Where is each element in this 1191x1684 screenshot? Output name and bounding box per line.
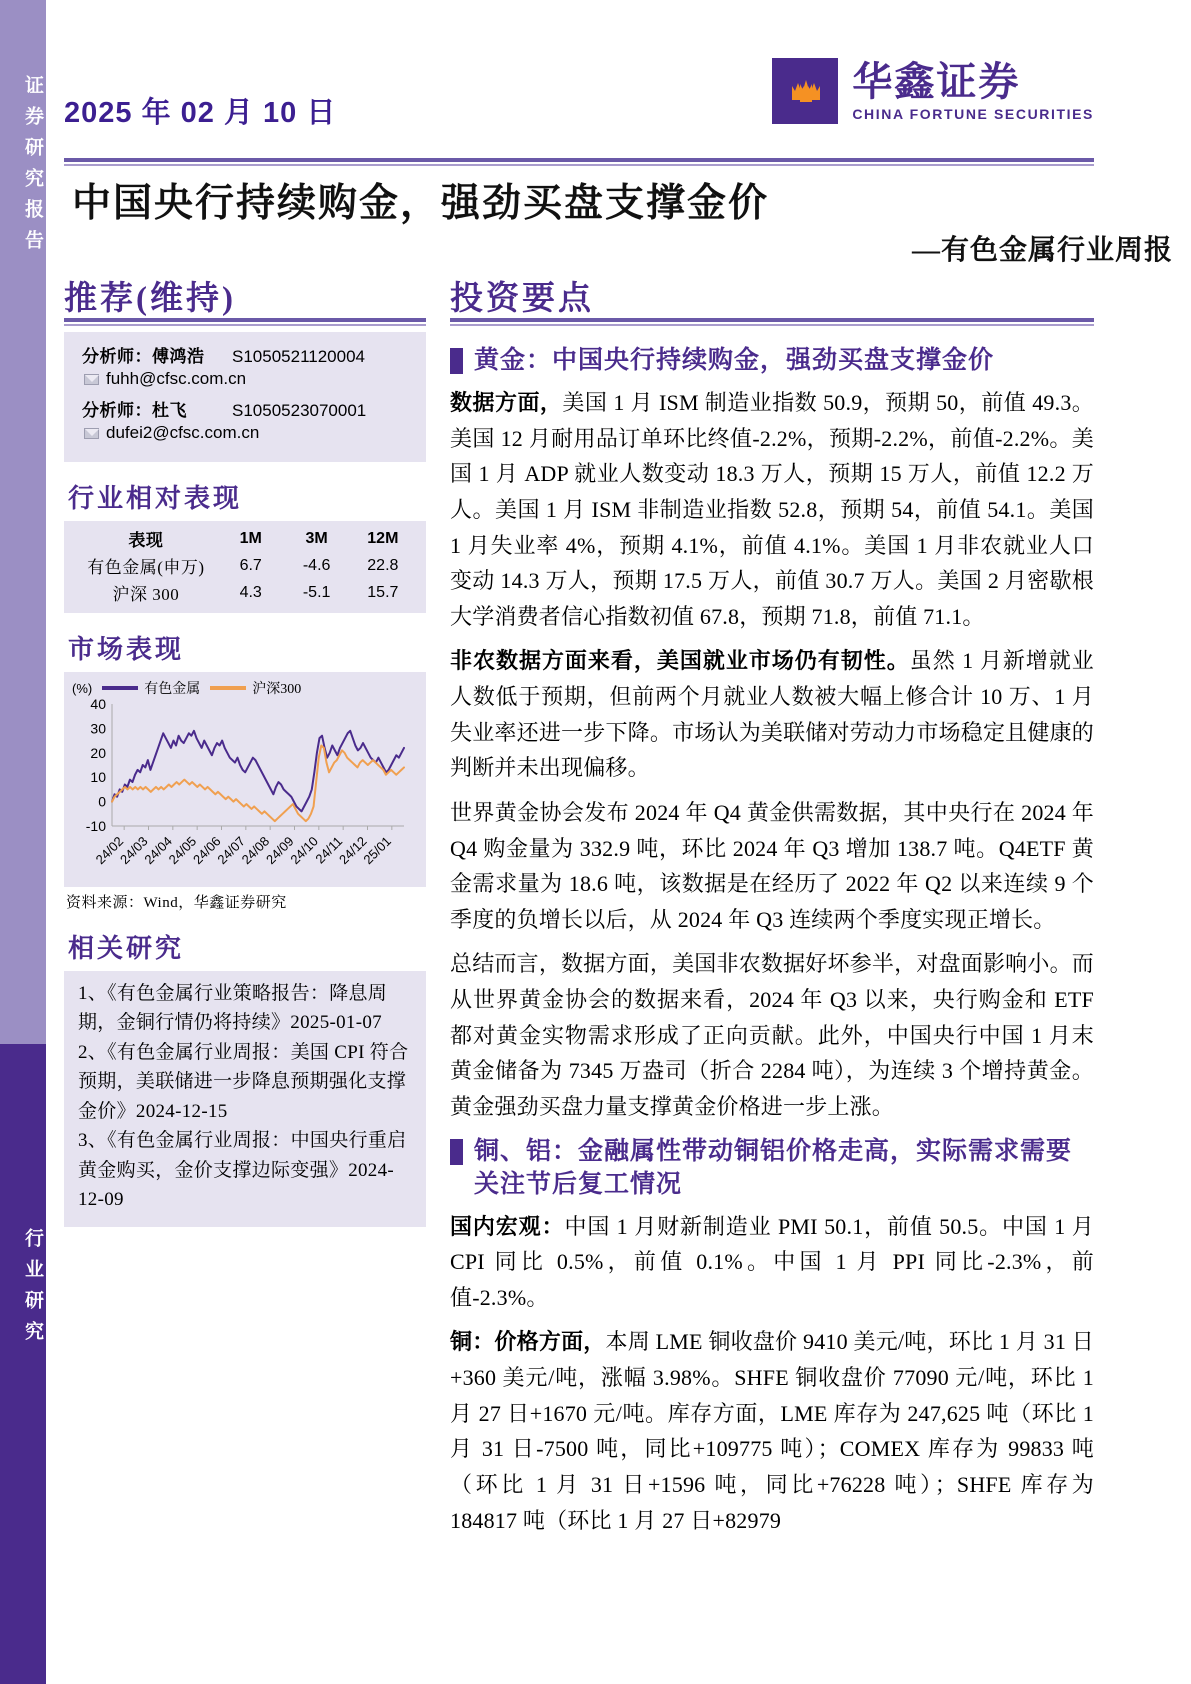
brand-name-cn: 华鑫证券 <box>852 58 1021 104</box>
paragraph-text: 中国 1 月财新制造业 PMI 50.1，前值 50.5。中国 1 月 CPI 同比 0.5%，前值 0.1%。中国 1 月 PPI 同比-2.3%，前值-2.3%。 <box>450 1213 1094 1310</box>
section-heading-copper-aluminum <box>450 1135 1094 1201</box>
analyst-email-text: fuhh@cfsc.com.cn <box>106 369 247 388</box>
paragraph <box>450 946 1094 1124</box>
related-research-box <box>64 971 426 1227</box>
table-row <box>74 579 416 606</box>
paragraph <box>450 795 1094 938</box>
page-subtitle: —有色金属行业周报 <box>911 235 1173 266</box>
performance-table <box>74 525 416 606</box>
investment-points-divider <box>450 318 1094 326</box>
bullet-square-icon <box>450 1139 463 1165</box>
legend-item-1 <box>210 678 301 698</box>
brand-text <box>852 58 1094 122</box>
list-item[interactable]: 2、《有色金属行业周报：美国 CPI 符合预期，美联储进一步降息预期强化支撑金价》2024-12-15 <box>78 1041 409 1122</box>
svg-text:10: 10 <box>90 769 106 786</box>
svg-text:24/11: 24/11 <box>312 833 346 867</box>
svg-text:40: 40 <box>90 698 106 712</box>
analyst-email[interactable] <box>84 423 418 443</box>
legend-label: 有色金属 <box>144 682 201 697</box>
svg-text:24/12: 24/12 <box>336 833 370 868</box>
market-performance-chart-box <box>64 672 426 887</box>
analyst-info-box <box>64 332 426 462</box>
paragraph-lead: 数据方面， <box>450 390 563 415</box>
legend-swatch <box>102 686 138 690</box>
list-item[interactable]: 1、《有色金属行业策略报告：降息周期，金铜行情仍将持续》2025-01-07 <box>78 983 388 1034</box>
cell-12m: 22.8 <box>367 556 399 574</box>
svg-text:25/01: 25/01 <box>360 833 394 868</box>
recommendation-heading: 推荐(维持) <box>64 281 236 317</box>
document-spine <box>0 0 46 1684</box>
row-label: 沪深 300 <box>112 585 180 604</box>
page-header <box>64 40 1094 160</box>
svg-text:24/06: 24/06 <box>190 833 224 868</box>
legend-item-0 <box>102 678 200 698</box>
investment-points-heading: 投资要点 <box>450 281 594 317</box>
left-sidebar <box>64 332 426 1227</box>
svg-text:0: 0 <box>98 793 106 810</box>
chart-source-note: 资料来源：Wind，华鑫证券研究 <box>66 895 287 911</box>
analyst-license: S1050521120004 <box>232 347 365 366</box>
paragraph <box>450 385 1094 634</box>
flame-icon <box>772 58 838 124</box>
paragraph <box>450 1209 1094 1316</box>
svg-text:24/02: 24/02 <box>92 833 127 868</box>
section-heading-text: 黄金：中国央行持续购金，强劲买盘支撑金价 <box>474 347 995 374</box>
col-header-3m: 3M <box>305 529 328 547</box>
svg-text:24/04: 24/04 <box>141 833 175 868</box>
svg-text:24/09: 24/09 <box>263 833 297 868</box>
svg-text:24/07: 24/07 <box>214 833 248 868</box>
table-row <box>74 552 416 579</box>
analyst-name: 分析师：傅鸿浩 <box>82 347 205 366</box>
main-content <box>450 334 1094 1547</box>
paragraph-lead: 国内宏观： <box>450 1213 565 1239</box>
section-heading-text: 铜、铝：金融属性带动铜铝价格走高，实际需求需要关注节后复工情况 <box>474 1137 1073 1198</box>
svg-text:24/08: 24/08 <box>238 833 273 868</box>
analyst-row <box>82 396 418 421</box>
section-heading-gold <box>450 344 1094 377</box>
svg-text:24/03: 24/03 <box>117 833 151 868</box>
spine-label-industry: 行业研究 <box>22 1228 43 1352</box>
cell-1m: 6.7 <box>239 556 262 574</box>
mail-icon <box>84 374 99 385</box>
brand-logo <box>772 58 1094 124</box>
brand-name-en: CHINA FORTUNE SECURITIES <box>852 105 1094 122</box>
paragraph-text: 美国 1 月 ISM 制造业指数 50.9，预期 50，前值 49.3。美国 12 月耐用品订单环比终值-2.2%，预期-2.2%，前值-2.2%。美国 1 月 ADP 就业人数变动 18.3 万人，预期 15 万人，前值 12.2 万人。美国 1 月 ISM 非制造业指数 52.8，预期 54，前值 54.1。美国 1 月失业率 4%，预期 4.1%，前值 4.1%。美国 1 月非农就业人口变动 14.3 万人，预期 17.5 万人，前值 30.7 万人。美国 2 月密歇根大学消费者信心指数初值 67.8，预期 71.8，前值 71.1。 <box>450 390 1094 629</box>
col-header-12m: 12M <box>367 529 399 547</box>
paragraph-lead: 非农数据方面来看，美国就业市场仍有韧性。 <box>450 648 910 674</box>
performance-section-title: 行业相对表现 <box>68 484 243 513</box>
mail-icon <box>84 428 99 439</box>
table-header-row <box>74 525 416 552</box>
bullet-square-icon <box>450 348 463 374</box>
chart-legend <box>68 678 422 698</box>
performance-table-box <box>64 521 426 613</box>
paragraph-lead: 铜：价格方面， <box>450 1329 606 1355</box>
cell-12m: 15.7 <box>367 583 399 601</box>
col-header-1m: 1M <box>239 529 262 547</box>
analyst-name: 分析师：杜飞 <box>82 401 187 420</box>
spine-label-report: 证券研究报告 <box>22 75 43 261</box>
recommendation-divider <box>64 318 426 326</box>
market-performance-chart <box>68 698 412 878</box>
paragraph <box>450 1324 1094 1538</box>
svg-text:30: 30 <box>90 720 106 737</box>
svg-text:-10: -10 <box>85 818 106 834</box>
related-research-title: 相关研究 <box>68 934 185 963</box>
svg-text:24/10: 24/10 <box>287 833 321 868</box>
cell-3m: -5.1 <box>302 583 331 601</box>
chart-y-unit: (%) <box>72 680 93 696</box>
page-title: 中国央行持续购金，强劲买盘支撑金价 <box>72 182 770 225</box>
row-label: 有色金属(申万) <box>87 558 205 577</box>
paragraph-text: 虽然 1 月新增就业人数低于预期，但前两个月就业人数被大幅上修合计 10 万、1 月失业率还进一步下降。市场认为美联储对劳动力市场稳定且健康的判断并未出现偏移。 <box>450 648 1094 781</box>
svg-text:20: 20 <box>90 744 106 761</box>
list-item[interactable]: 3、《有色金属行业周报：中国央行重启黄金购买，金价支撑边际变强》2024-12-09 <box>78 1130 407 1211</box>
legend-swatch <box>210 686 246 690</box>
cell-1m: 4.3 <box>239 583 262 601</box>
cell-3m: -4.6 <box>302 556 331 574</box>
page-body <box>46 0 1191 1684</box>
paragraph-text: 世界黄金协会发布 2024 年 Q4 黄金供需数据，其中央行在 2024 年 Q4 购金量为 332.9 吨，环比 2024 年 Q3 增加 138.7 吨。Q4ETF 黄金需求量为 18.6 吨，该数据是在经历了 2022 年 Q2 以来连续 9 个季度的负增长以后，从 2024 年 Q3 连续两个季度实现正增长。 <box>450 799 1094 932</box>
paragraph <box>450 643 1094 786</box>
col-header-metric: 表现 <box>128 531 164 550</box>
header-divider <box>64 158 1094 166</box>
analyst-license: S1050523070001 <box>232 401 367 420</box>
paragraph-text: 总结而言，数据方面，美国非农数据好坏参半，对盘面影响小。而从世界黄金协会的数据来看，2024 年 Q3 以来，央行购金和 ETF 都对黄金实物需求形成了正向贡献。此外，中国央行中国 1 月末黄金储备为 7345 万盎司（折合 2284 吨），为连续 3 个增持黄金。黄金强劲买盘力量支撑黄金价格进一步上涨。 <box>450 951 1094 1119</box>
paragraph-text: 本周 LME 铜收盘价 9410 美元/吨，环比 1 月 31 日+360 美元/吨，涨幅 3.98%。SHFE 铜收盘价 77090 元/吨，环比 1 月 27 日+1670 元/吨。库存方面，LME 库存为 247,625 吨（环比 1 月 31 日-7500 吨，同比+109775 吨）；COMEX 库存为 99833 吨（环比 1 月 31 日+1596 吨，同比+76228 吨）；SHFE 库存为 184817 吨（环比 1 月 27 日+82979 <box>450 1329 1094 1533</box>
analyst-email[interactable] <box>84 369 418 389</box>
market-performance-title: 市场表现 <box>68 635 185 664</box>
analyst-row <box>82 342 418 367</box>
svg-text:24/05: 24/05 <box>165 833 200 868</box>
analyst-email-text: dufei2@cfsc.com.cn <box>106 423 260 442</box>
report-date: 2025 年 02 月 10 日 <box>64 97 337 129</box>
legend-label: 沪深300 <box>252 682 302 697</box>
